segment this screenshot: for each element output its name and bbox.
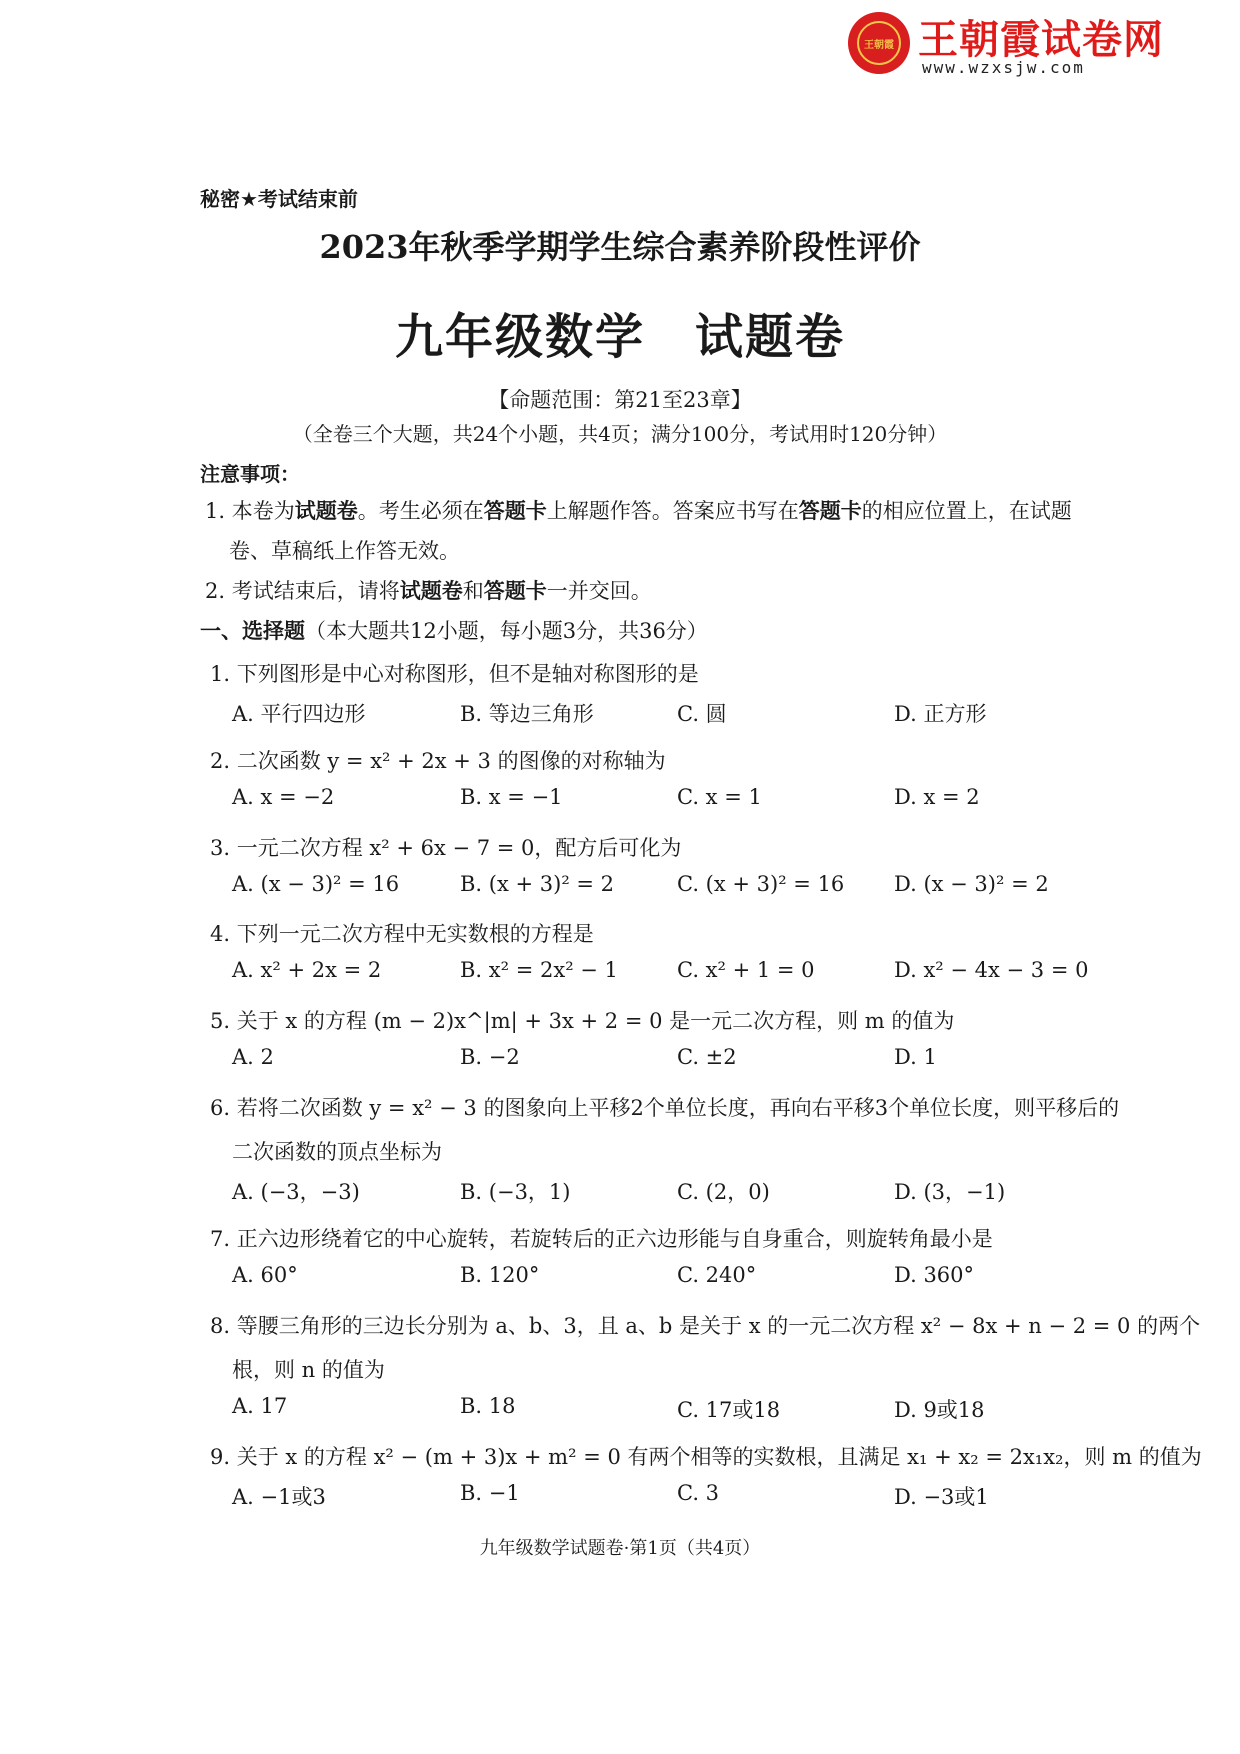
option-a: A. x² + 2x = 2 <box>232 958 382 982</box>
secret-label: 秘密★考试结束前 <box>200 187 358 211</box>
section-heading <box>200 615 708 645</box>
option-d: D. x = 2 <box>894 785 980 809</box>
option-a: A. 平行四边形 <box>232 702 366 726</box>
option-a: A. 17 <box>232 1394 288 1418</box>
option-b: B. x = −1 <box>460 785 563 809</box>
option-b: B. (x + 3)² = 2 <box>460 872 615 896</box>
exam-title: 2023年秋季学期学生综合素养阶段性评价 <box>319 228 921 266</box>
question-stem: 3. 一元二次方程 x² + 6x − 7 = 0，配方后可化为 <box>210 836 682 860</box>
question-stem-line: 根，则 n 的值为 <box>232 1358 385 1382</box>
site-logo <box>848 8 1168 78</box>
notice-text: 上解题作答。答案应书写在 <box>546 499 799 523</box>
notice-item-2 <box>205 571 1125 611</box>
question-stem-line: 8. 等腰三角形的三边长分别为 a、b、3，且 a、b 是关于 x 的一元二次方程 x² − 8x + n − 2 = 0 的两个 <box>210 1314 1201 1338</box>
question-stem: 4. 下列一元二次方程中无实数根的方程是 <box>210 922 594 946</box>
notice-text: 2. 考试结束后，请将 <box>205 579 400 603</box>
option-b: B. (−3，1) <box>460 1180 571 1204</box>
question-options <box>232 698 1132 738</box>
question-options <box>232 1481 1132 1521</box>
section-label: 一、选择题 <box>200 619 305 643</box>
question-options <box>232 958 1132 998</box>
option-b: B. x² = 2x² − 1 <box>460 958 618 982</box>
question-options <box>232 1176 1132 1216</box>
option-c: C. x = 1 <box>677 785 762 809</box>
option-d: D. −3或1 <box>894 1485 989 1509</box>
option-c: C. (x + 3)² = 16 <box>677 872 845 896</box>
question-stem: 5. 关于 x 的方程 (m − 2)x^|m| + 3x + 2 = 0 是一元二次方程，则 m 的值为 <box>210 1009 955 1033</box>
question-stem <box>210 1088 1130 1172</box>
notice-text: 的相应位置上，在试题 <box>861 499 1072 523</box>
notice-text: 一并交回。 <box>546 579 652 603</box>
section-detail: （本大题共12小题，每小题3分，共36分） <box>305 619 708 643</box>
option-d: D. (x − 3)² = 2 <box>894 872 1049 896</box>
option-b: B. −1 <box>460 1481 520 1505</box>
notice-item-1 <box>205 491 1125 571</box>
option-d: D. 1 <box>894 1045 937 1069</box>
option-a: A. x = −2 <box>232 785 335 809</box>
notice-title: 注意事项： <box>200 462 300 486</box>
option-b: B. −2 <box>460 1045 520 1069</box>
notice-text: 和 <box>462 579 484 603</box>
option-c: C. 17或18 <box>677 1398 781 1422</box>
exam-scope: 【命题范围：第21至23章】 <box>488 388 752 412</box>
option-d: D. 正方形 <box>894 702 987 726</box>
question-options <box>232 872 1132 912</box>
option-c: C. 240° <box>677 1263 757 1287</box>
question-options <box>232 785 1132 825</box>
option-c: C. 圆 <box>677 702 727 726</box>
option-c: C. x² + 1 = 0 <box>677 958 815 982</box>
option-d: D. 360° <box>894 1263 975 1287</box>
option-a: A. −1或3 <box>232 1485 326 1509</box>
question-options <box>232 1394 1132 1434</box>
seal-text: 王朝霞 <box>857 21 901 65</box>
question-stem: 9. 关于 x 的方程 x² − (m + 3)x + m² = 0 有两个相等的实数根，且满足 x₁ + x₂ = 2x₁x₂，则 m 的值为 <box>210 1445 1202 1469</box>
option-a: A. 60° <box>232 1263 298 1287</box>
notice-text: 1. 本卷为 <box>205 499 295 523</box>
option-b: B. 120° <box>460 1263 540 1287</box>
notice-bold: 答题卡 <box>798 499 862 523</box>
question-stem: 2. 二次函数 y = x² + 2x + 3 的图像的对称轴为 <box>210 749 666 773</box>
option-d: D. 9或18 <box>894 1398 985 1422</box>
question-stem: 1. 下列图形是中心对称图形，但不是轴对称图形的是 <box>210 662 699 686</box>
notice-bold: 试题卷 <box>294 499 358 523</box>
option-b: B. 等边三角形 <box>460 702 594 726</box>
notice-bold: 答题卡 <box>483 499 547 523</box>
option-b: B. 18 <box>460 1394 516 1418</box>
option-a: A. 2 <box>232 1045 274 1069</box>
notice-text: 。考生必须在 <box>357 499 484 523</box>
option-a: A. (−3，−3) <box>232 1180 360 1204</box>
page-footer: 九年级数学试题卷·第1页（共4页） <box>479 1538 761 1559</box>
option-c: C. ±2 <box>677 1045 737 1069</box>
question-stem <box>210 1306 1201 1390</box>
notice-bold: 答题卡 <box>483 579 547 603</box>
notice-bold: 试题卷 <box>399 579 463 603</box>
notice-text: 卷、草稿纸上作答无效。 <box>229 539 460 563</box>
logo-name: 王朝霞试卷网 <box>918 17 1164 63</box>
paper-title: 九年级数学 试题卷 <box>394 309 845 365</box>
exam-description: （全卷三个大题，共24个小题，共4页；满分100分，考试用时120分钟） <box>292 422 948 446</box>
question-stem-line: 二次函数的顶点坐标为 <box>232 1140 442 1164</box>
option-c: C. 3 <box>677 1481 720 1505</box>
seal-icon <box>848 12 910 74</box>
option-d: D. x² − 4x − 3 = 0 <box>894 958 1089 982</box>
question-stem: 7. 正六边形绕着它的中心旋转，若旋转后的正六边形能与自身重合，则旋转角最小是 <box>210 1227 993 1251</box>
option-a: A. (x − 3)² = 16 <box>232 872 400 896</box>
question-stem-line: 6. 若将二次函数 y = x² − 3 的图象向上平移2个单位长度，再向右平移3个单位长度，则平移后的 <box>210 1096 1120 1120</box>
question-options <box>232 1263 1132 1303</box>
logo-url: www.wzxsjw.com <box>922 58 1085 77</box>
question-options <box>232 1045 1132 1085</box>
option-d: D. (3，−1) <box>894 1180 1006 1204</box>
option-c: C. (2，0) <box>677 1180 770 1204</box>
